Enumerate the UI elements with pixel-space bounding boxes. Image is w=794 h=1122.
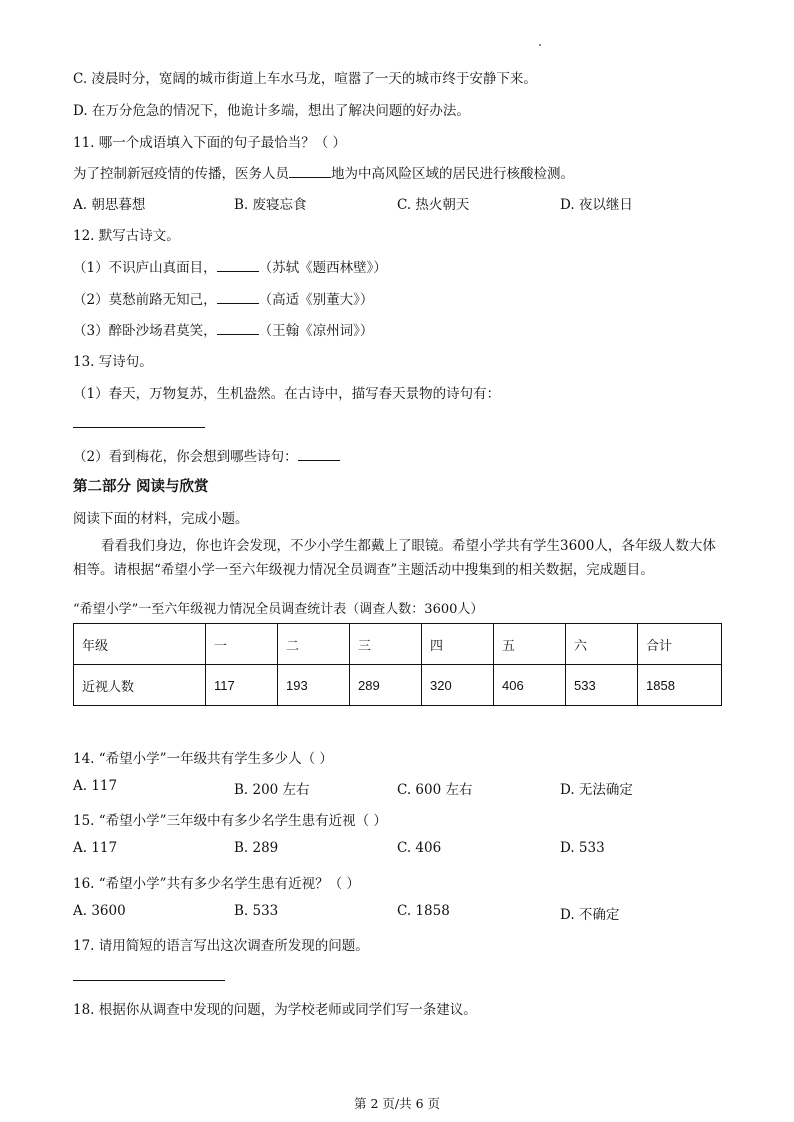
header-grade-1: 一 (206, 624, 278, 665)
header-grade-2: 二 (278, 624, 350, 665)
q14-question: 14. “希望小学”一年级共有学生多少人（ ） (73, 751, 333, 767)
table-row (74, 665, 722, 706)
q10-option-d: D. 在万分危急的情况下，他诡计多端，想出了解决问题的好办法。 (73, 103, 470, 119)
header-grade-3: 三 (350, 624, 422, 665)
q11-question: 11. 哪一个成语填入下面的句子最恰当？（ ） (73, 135, 347, 151)
q15-options (73, 840, 723, 860)
q12-item-3-source: （王翰《凉州词》） (258, 323, 374, 339)
q14-option-d[interactable]: D. 无法确定 (560, 782, 633, 798)
section-heading: 第二部分 阅读与欣赏 (73, 478, 209, 495)
q12-item-3-prefix: （3）醉卧沙场君莫笑， (73, 323, 217, 339)
q11-option-a[interactable]: A. 朝思暮想 (73, 197, 146, 213)
q16-options (73, 903, 723, 923)
q15-option-d[interactable]: D. 533 (560, 840, 605, 856)
value-grade-2: 193 (278, 665, 350, 706)
q11-sentence (73, 162, 574, 182)
q18-question: 18. 根据你从调查中发现的问题，为学校老师或同学们写一条建议。 (73, 1002, 477, 1018)
q12-item-1 (73, 256, 387, 276)
q12-item-2-source: （高适《别董大》） (258, 292, 374, 308)
q12-question: 12. 默写古诗文。 (73, 228, 180, 244)
value-grade-1: 117 (206, 665, 278, 706)
value-grade-3: 289 (350, 665, 422, 706)
q12-item-1-blank[interactable] (217, 259, 259, 272)
value-total: 1858 (638, 665, 722, 706)
q15-option-a[interactable]: A. 117 (73, 840, 118, 856)
q13-item-2-text: （2）看到梅花，你会想到哪些诗句： (73, 449, 298, 465)
header-grade-4: 四 (422, 624, 494, 665)
q11-sentence-before: 为了控制新冠疫情的传播，医务人员 (73, 166, 289, 182)
q13-item-2-blank[interactable] (298, 448, 340, 461)
q15-option-c[interactable]: C. 406 (397, 840, 442, 856)
q14-option-b[interactable]: B. 200 左右 (234, 782, 310, 798)
q17-question: 17. 请用简短的语言写出这次调查所发现的问题。 (73, 938, 369, 954)
header-grade-6: 六 (566, 624, 638, 665)
header-grade-5: 五 (494, 624, 566, 665)
q13-item-2 (73, 445, 340, 465)
value-grade-5: 406 (494, 665, 566, 706)
value-grade-6: 533 (566, 665, 638, 706)
q14-option-c[interactable]: C. 600 左右 (397, 782, 473, 798)
q13-item-1: （1）春天，万物复苏，生机盎然。在古诗中，描写春天景物的诗句有： (73, 386, 501, 402)
table-header-row (74, 624, 722, 665)
q10-option-c: C. 凌晨时分，宽阔的城市街道上车水马龙，喧嚣了一天的城市终于安静下来。 (73, 71, 537, 87)
q17-answer-line[interactable] (73, 980, 225, 981)
table-caption: “希望小学”一至六年级视力情况全员调查统计表（调查人数：3600人） (73, 602, 484, 617)
q14-option-a[interactable]: A. 117 (73, 778, 118, 794)
q16-option-a[interactable]: A. 3600 (73, 903, 126, 919)
q15-option-b[interactable]: B. 289 (234, 840, 279, 856)
q11-option-c[interactable]: C. 热火朝天 (397, 197, 470, 213)
q16-option-b[interactable]: B. 533 (234, 903, 279, 919)
row-label: 近视人数 (74, 665, 206, 706)
q13-answer-line[interactable] (73, 427, 205, 428)
q15-question: 15. “希望小学”三年级中有多少名学生患有近视（ ） (73, 813, 387, 829)
q16-question: 16. “希望小学”共有多少名学生患有近视？（ ） (73, 876, 360, 892)
q16-option-c[interactable]: C. 1858 (397, 903, 450, 919)
reading-passage: 看看我们身边，你也许会发现，不少小学生都戴上了眼镜。希望小学共有学生3600人，各年级人数大体相等。请根据“希望小学一至六年级视力情况全员调查”主题活动中搜集到的相关数据，完成题目。 (73, 538, 716, 578)
q11-option-b[interactable]: B. 废寝忘食 (234, 197, 307, 213)
vision-survey-table (73, 623, 722, 706)
q16-option-d[interactable]: D. 不确定 (560, 907, 620, 923)
value-grade-4: 320 (422, 665, 494, 706)
header-grade: 年级 (74, 624, 206, 665)
q12-item-3 (73, 319, 373, 339)
header-total: 合计 (638, 624, 722, 665)
scan-dot (539, 44, 541, 46)
q13-question: 13. 写诗句。 (73, 354, 153, 370)
page-footer: 第 2 页/共 6 页 (353, 1096, 440, 1111)
q11-sentence-after: 地为中高风险区域的居民进行核酸检测。 (331, 166, 574, 182)
reading-instruction: 阅读下面的材料，完成小题。 (73, 511, 249, 527)
q12-item-2-blank[interactable] (217, 291, 259, 304)
q12-item-3-blank[interactable] (217, 322, 259, 335)
q12-item-2-prefix: （2）莫愁前路无知己， (73, 292, 217, 308)
q11-blank[interactable] (289, 165, 331, 178)
q12-item-1-source: （苏轼《题西林壁》） (258, 260, 387, 276)
q12-item-2 (73, 288, 373, 308)
q14-options (73, 778, 723, 798)
q11-option-d[interactable]: D. 夜以继日 (560, 197, 633, 213)
q12-item-1-prefix: （1）不识庐山真面目， (73, 260, 217, 276)
q11-options (73, 193, 723, 213)
